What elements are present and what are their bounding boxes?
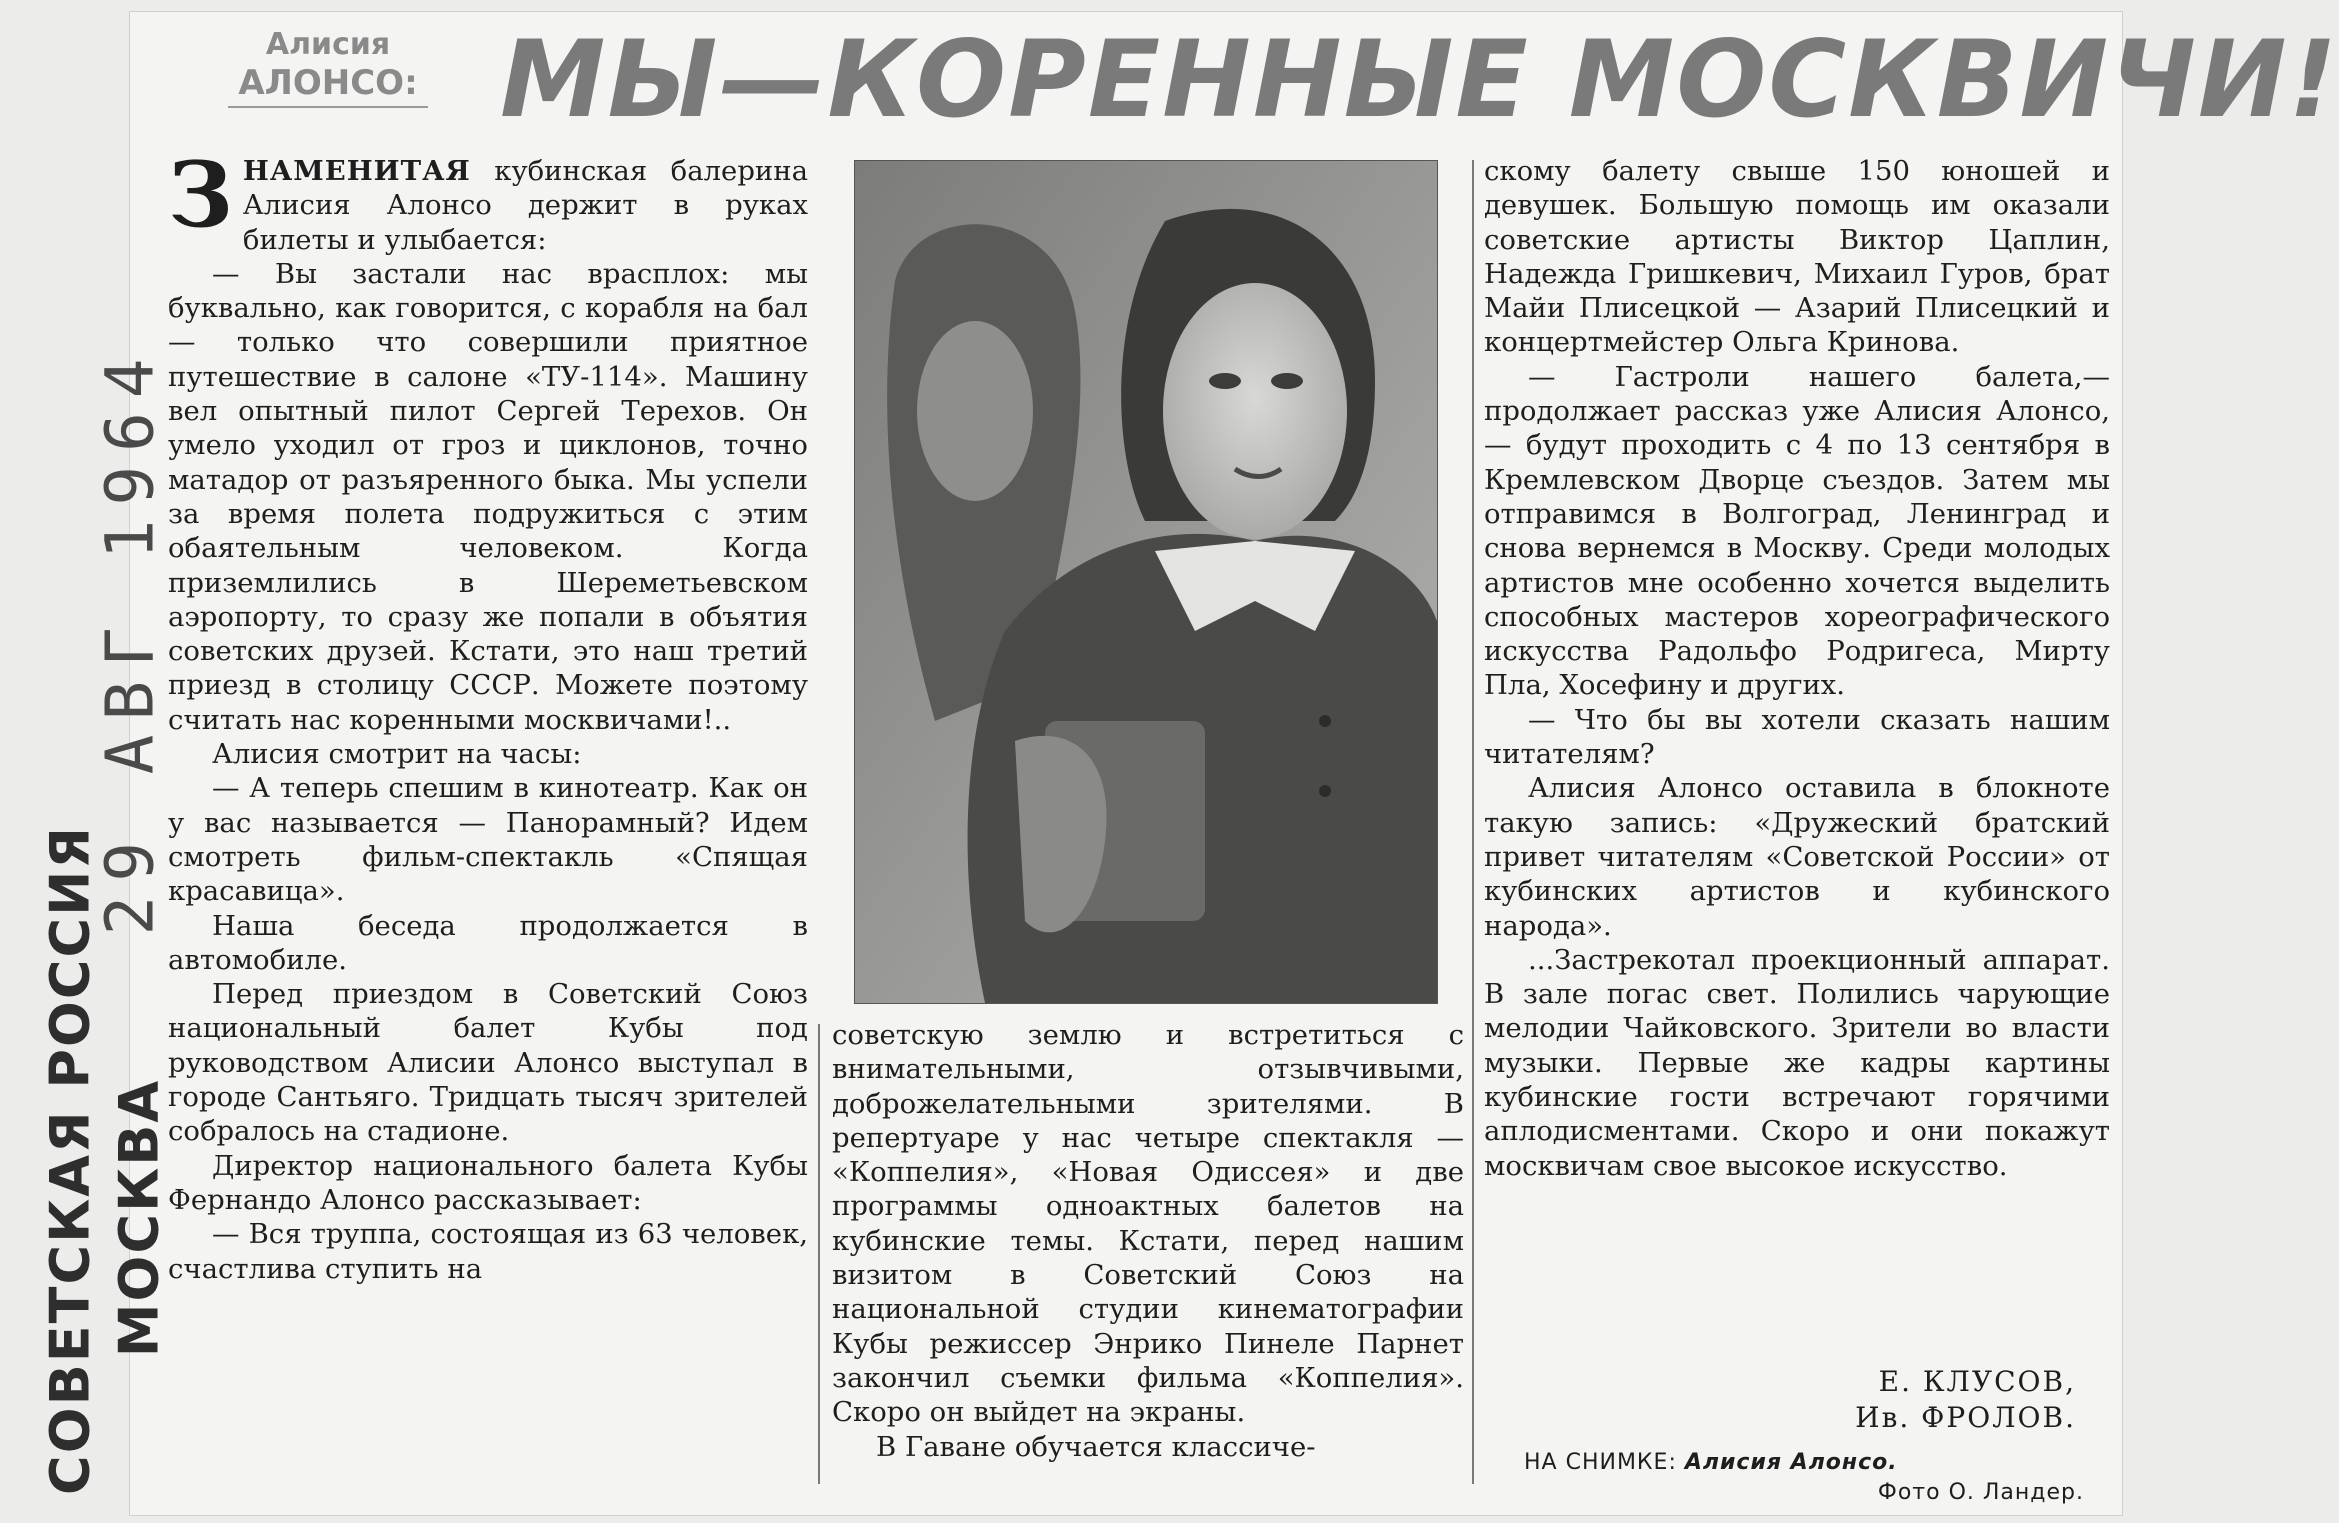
paragraph: — Вы застали нас врасплох: мы буквально, как говорится, с корабля на бал — только что совершили приятное путешествие в салоне «ТУ-114». Машину вел опытный пилот Сергей Терехов. Он умело уходил от гроз и циклонов, точно матадор от разъяренного быка. Мы успели за время полета подружиться с этим обаятельным человеком. Когда приземлились в Шереметьевском аэропорту, то сразу же попали в объятия советских друзей. Кстати, это наш третий приезд в столицу СССР. Можете поэтому считать нас коренными москвичами!..: [168, 257, 808, 736]
paragraph: Алисия смотрит на часы:: [212, 738, 582, 771]
newspaper-name: СОВЕТСКАЯ РОССИЯ: [38, 824, 102, 1495]
caption-subject: Алисия Алонсо.: [1684, 1450, 1898, 1475]
lead-word: НАМЕНИТАЯ: [242, 155, 471, 187]
paragraph: Перед приездом в Советский Союз национальный балет Кубы под руководством Алисии Алонсо выступал в городе Сантьяго. Тридцать тысяч зрителей собралось на стадионе.: [168, 978, 808, 1148]
author-name: Ив. ФРОЛОВ.: [1855, 1401, 2076, 1434]
newspaper-city: МОСКВА: [107, 1079, 171, 1358]
portrait-image: [855, 161, 1437, 1003]
column-divider: [818, 1024, 820, 1484]
article-column-2: [832, 1018, 1464, 1464]
caption-line: [1524, 1448, 2084, 1478]
paragraph: — Вся труппа, состоящая из 63 человек, счастлива ступить на: [168, 1218, 808, 1285]
paragraph: — Что бы вы хотели сказать нашим читателям?: [1484, 703, 2110, 771]
photo-caption: [1524, 1448, 2084, 1508]
date-stamp-text: 29 АВГ 1964: [91, 344, 169, 936]
paragraph: Директор национального балета Кубы Фернандо Алонсо рассказывает:: [168, 1149, 808, 1216]
article-photo: [854, 160, 1438, 1004]
interviewee-byline: [228, 26, 428, 108]
caption-prefix: НА СНИМКЕ:: [1524, 1450, 1677, 1475]
article-column-3: [1484, 154, 2110, 1183]
paragraph: советскую землю и встретиться с внимательными, отзывчивыми, доброжелательными зрителями. В репертуаре у нас четыре спектакля — «Коппелия», «Новая Одиссея» и две программы одноактных балетов на кубинские темы. Кстати, перед нашим визитом в Советский Союз на национальной студии кинематографии Кубы режиссер Энрико Пинеле Парнет закончил съемки фильма «Коппелия». Скоро он выйдет на экраны.: [832, 1019, 1464, 1429]
article-authors: [1820, 1364, 2076, 1436]
column-divider: [1472, 160, 1474, 1484]
dropcap-letter: З: [168, 142, 233, 248]
paragraph: Алисия Алонсо оставила в блокноте такую запись: «Дружеский братский привет читателям «Советской России» от кубинских артистов и кубинского народа».: [1484, 772, 2110, 942]
byline-last-name: АЛОНСО:: [228, 64, 428, 108]
paragraph: ...Застрекотал проекционный аппарат. В зале погас свет. Полились чарующие мелодии Чайковского. Зрители во власти музыки. Первые же кадры картины кубинские гости встречают горячими аплодисментами. Скоро и они покажут москвичам свое высокое искусство.: [1484, 943, 2110, 1182]
paragraph: — Гастроли нашего балета,— продолжает рассказ уже Алисия Алонсо,— будут проходить с 4 по 13 сентября в Кремлевском Дворце съездов. Затем мы отправимся в Волгоград, Ленинград и снова вернемся в Москву. Среди молодых артистов мне особенно хочется выделить способных мастеров хореографического искусства Радольфо Родригеса, Мирту Пла, Хосефину и других.: [1484, 360, 2110, 702]
paragraph: — А теперь спешим в кинотеатр. Как он у вас называется — Панорамный? Идем смотреть фильм-спектакль «Спящая красавица».: [168, 772, 808, 908]
article-column-1: [168, 142, 808, 1286]
article-lead-paragraph: [168, 142, 808, 257]
byline-first-name: Алисия: [265, 27, 391, 62]
author-name: Е. КЛУСОВ,: [1878, 1365, 2076, 1398]
paragraph: Наша беседа продолжается в автомобиле.: [168, 909, 808, 976]
article-headline: МЫ—КОРЕННЫЕ МОСКВИЧИ!: [500, 18, 2339, 141]
paragraph-text: кубинская балерина Алисия Алонсо держит в руках билеты и улыбается:: [242, 155, 808, 256]
paragraph: скому балету свыше 150 юношей и девушек. Большую помощь им оказали советские артисты Виктор Цаплин, Надежда Гришкевич, Михаил Гуров, брат Майи Плисецкой — Азарий Плисецкий и концертмейстер Ольга Кринова.: [1484, 155, 2110, 359]
photo-credit: Фото О. Ландер.: [1877, 1480, 2084, 1505]
paragraph: В Гаване обучается классиче-: [876, 1430, 1316, 1463]
